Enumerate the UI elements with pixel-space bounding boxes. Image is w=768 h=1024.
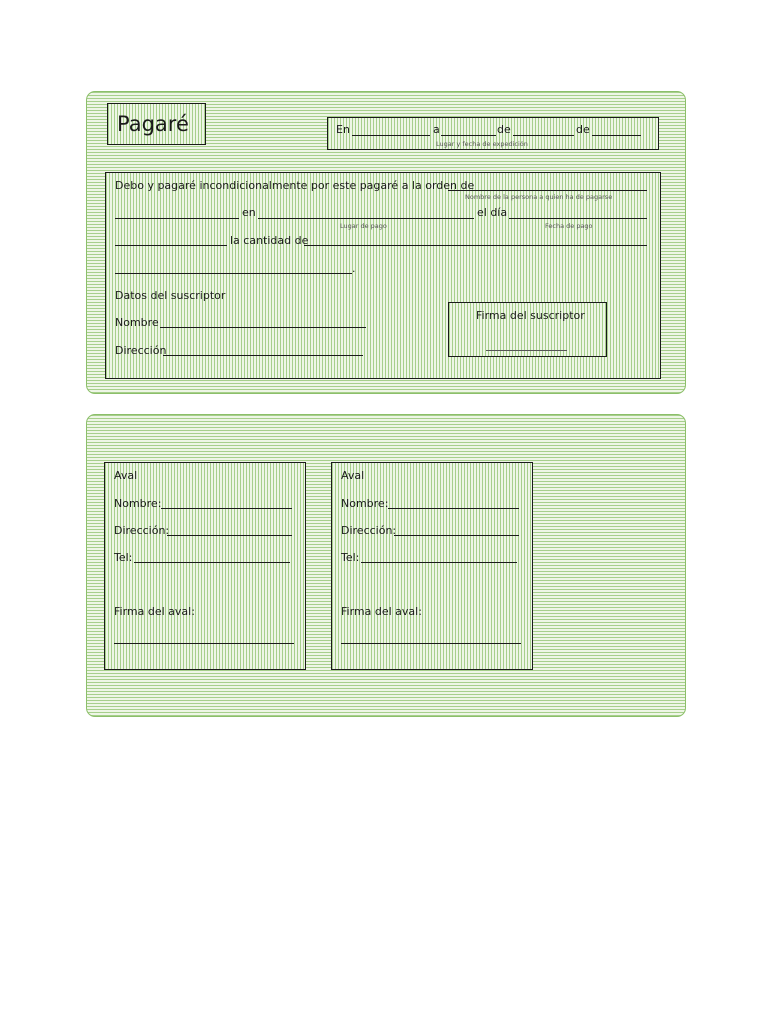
- amount-field[interactable]: [304, 245, 647, 246]
- issue-en-label: En: [336, 123, 350, 136]
- guarantor-address-field-1[interactable]: [167, 535, 292, 536]
- guarantor-name-label-1: Nombre:: [114, 497, 162, 510]
- guarantor-title-1: Aval: [114, 469, 138, 482]
- issue-a-label: a: [433, 123, 440, 136]
- subscriber-data-label: Datos del suscriptor: [115, 289, 226, 302]
- issue-place-field[interactable]: [352, 135, 430, 136]
- guarantor-signature-label-1: Firma del aval:: [114, 605, 195, 618]
- cantidad-label: la cantidad de: [230, 234, 309, 247]
- guarantor-name-field-1[interactable]: [161, 508, 292, 509]
- guarantor-address-label-2: Dirección:: [341, 524, 397, 537]
- payee-caption: Nombre de la persona a quien ha de pagarse: [465, 193, 613, 201]
- guarantor-signature-field-1[interactable]: [114, 643, 294, 644]
- amount-prefix-field[interactable]: [115, 245, 227, 246]
- guarantor-name-field-2[interactable]: [388, 508, 519, 509]
- subscriber-address-label: Dirección: [115, 344, 167, 357]
- promise-text: Debo y pagaré incondicionalmente por este pagaré a la orden de: [115, 179, 475, 192]
- amount-period: .: [352, 262, 356, 275]
- payment-place-field[interactable]: [258, 218, 474, 219]
- place-en-label: en: [242, 206, 256, 219]
- guarantor-signature-field-2[interactable]: [341, 643, 521, 644]
- guarantor-signature-label-2: Firma del aval:: [341, 605, 422, 618]
- payment-date-field[interactable]: [509, 218, 647, 219]
- guarantor-tel-label-1: Tel:: [114, 551, 133, 564]
- payment-place-caption: Lugar de pago: [340, 222, 387, 230]
- subscriber-signature-label: Firma del suscriptor: [476, 309, 585, 322]
- issue-de-label-1: de: [497, 123, 511, 136]
- guarantor-box-1: [104, 462, 306, 670]
- guarantor-title-2: Aval: [341, 469, 365, 482]
- issue-year-field[interactable]: [592, 135, 641, 136]
- amount-continued-field[interactable]: [115, 273, 352, 274]
- subscriber-name-field[interactable]: [160, 327, 366, 328]
- guarantor-tel-field-1[interactable]: [134, 562, 290, 563]
- guarantor-address-label-1: Dirección:: [114, 524, 170, 537]
- payment-date-caption: Fecha de pago: [545, 222, 593, 230]
- subscriber-signature-line: [486, 350, 567, 351]
- issue-day-field[interactable]: [441, 135, 496, 136]
- issue-caption: Lugar y fecha de expedición: [436, 140, 528, 148]
- issue-de-label-2: de: [576, 123, 590, 136]
- issue-month-field[interactable]: [513, 135, 574, 136]
- payee-continued-field[interactable]: [115, 218, 239, 219]
- guarantor-tel-label-2: Tel:: [341, 551, 360, 564]
- subscriber-name-label: Nombre: [115, 316, 159, 329]
- guarantor-address-field-2[interactable]: [394, 535, 519, 536]
- payee-field[interactable]: [448, 190, 647, 191]
- subscriber-address-field[interactable]: [163, 355, 363, 356]
- el-dia-label: el día: [477, 206, 508, 219]
- guarantor-name-label-2: Nombre:: [341, 497, 389, 510]
- guarantor-box-2: [331, 462, 533, 670]
- page-title: Pagaré: [117, 112, 189, 136]
- guarantor-tel-field-2[interactable]: [361, 562, 517, 563]
